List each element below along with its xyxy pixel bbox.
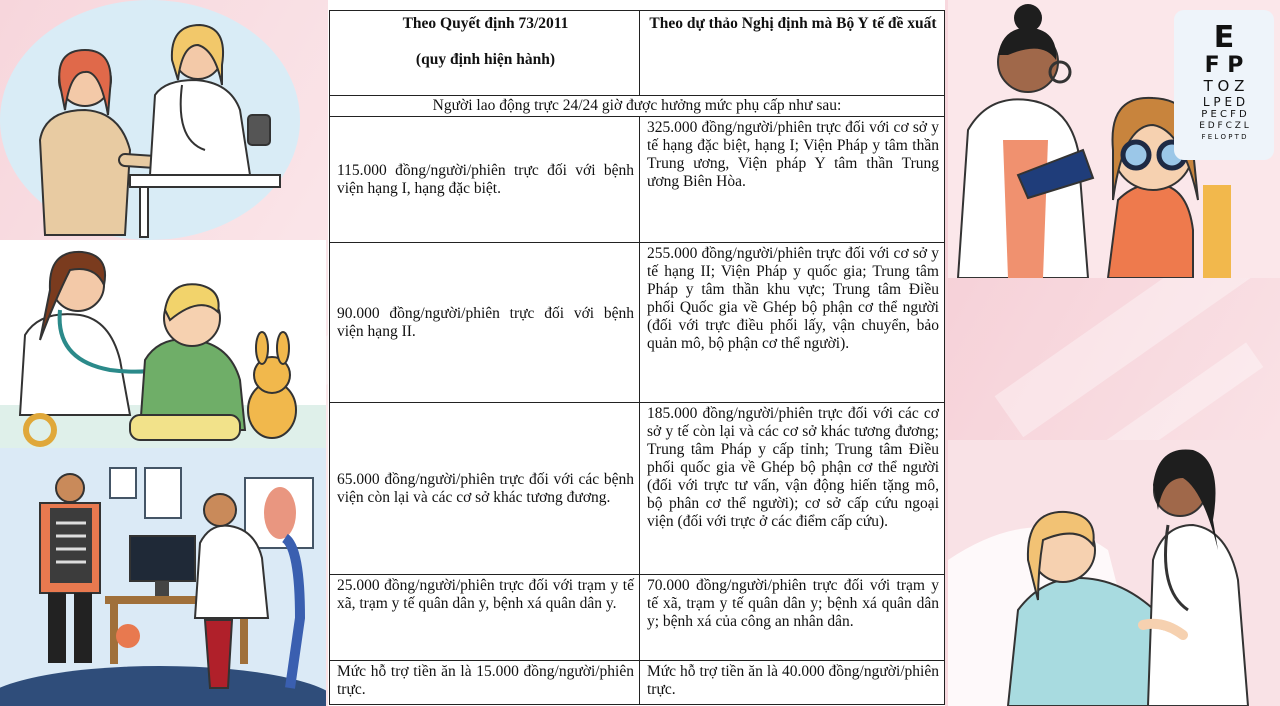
eye-chart-row: T O Z	[1203, 77, 1245, 95]
pediatrician-illustration	[0, 240, 326, 448]
allowance-comparison-table	[329, 10, 945, 705]
row-draft-value: 70.000 đồng/người/phiên trực đối với trạm y tế xã, trạm y tế quân dân y; bệnh xá quân dân y; bệnh xá của công an nhân dân.	[640, 575, 945, 661]
xray-clinic-illustration	[0, 448, 326, 706]
table-row	[330, 403, 945, 575]
row-draft-value: 325.000 đồng/người/phiên trực đối với cơ sở y tế hạng đặc biệt, hạng I; Viện Pháp y tâm thần Trung ương, Viện pháp Y tâm thần Trung ương Biên Hòa.	[640, 117, 945, 243]
eye-chart	[1174, 10, 1274, 160]
eye-chart-row: P E C F D	[1201, 109, 1247, 120]
row-current-value: 25.000 đồng/người/phiên trực đối với trạm y tế xã, trạm y tế quân dân y, bệnh xá quân dân y.	[330, 575, 640, 661]
eye-chart-row: E D F C Z L	[1199, 121, 1249, 131]
row-draft-value: Mức hỗ trợ tiền ăn là 40.000 đồng/người/phiên trực.	[640, 661, 945, 705]
table-row	[330, 575, 945, 661]
eye-chart-row: E	[1213, 20, 1235, 55]
header-left-subtitle: (quy định hiện hành)	[415, 51, 556, 68]
header-current-regulation	[330, 11, 640, 96]
eye-exam-illustration	[948, 0, 1280, 278]
patient-care-illustration	[948, 440, 1280, 706]
header-left-title: Theo Quyết định 73/2011	[402, 15, 569, 32]
eye-chart-row: L P E D	[1202, 95, 1246, 109]
comparison-document	[328, 0, 945, 706]
row-current-value: 65.000 đồng/người/phiên trực đối với các bệnh viện còn lại và các cơ sở khác tương đương.	[330, 403, 640, 575]
row-current-value: 90.000 đồng/người/phiên trực đối với bệnh viện hạng II.	[330, 243, 640, 403]
eye-chart-row: F P	[1204, 53, 1244, 78]
blood-pressure-illustration	[0, 0, 326, 240]
table-row	[330, 243, 945, 403]
eye-chart-row: F E L O P T D	[1201, 133, 1247, 141]
table-intro-row	[330, 96, 945, 117]
table-row	[330, 661, 945, 705]
table-header-row	[330, 11, 945, 96]
row-draft-value: 255.000 đồng/người/phiên trực đối với cơ sở y tế hạng II; Viện Pháp y quốc gia; Trung tâm Pháp y tâm thần khu vực; Trung tâm Điều phối Quốc gia về Ghép bộ phận cơ thể người (đối với trực điều phối lấy, vận chuyển, bảo quản mô, bộ phận cơ thể người).	[640, 243, 945, 403]
table-row	[330, 117, 945, 243]
row-draft-value: 185.000 đồng/người/phiên trực đối với các cơ sở y tế còn lại và các cơ sở khác tương đương; Trung tâm Pháp y cấp tỉnh; Trung tâm Điều phối quốc gia về Ghép bộ phận cơ thể người (đối với trực tư vấn, vận động hiến tặng mô, bộ phân cơ thể người); cơ sở cấp cứu ngoại viện (đối với trực ở các điểm cấp cứu).	[640, 403, 945, 575]
intro-text: Người lao động trực 24/24 giờ được hưởng mức phụ cấp như sau:	[330, 96, 945, 117]
row-current-value: 115.000 đồng/người/phiên trực đối với bệnh viện hạng I, hạng đặc biệt.	[330, 117, 640, 243]
header-draft-decree: Theo dự thảo Nghị định mà Bộ Y tế đề xuất	[640, 11, 945, 96]
row-current-value: Mức hỗ trợ tiền ăn là 15.000 đồng/người/phiên trực.	[330, 661, 640, 705]
